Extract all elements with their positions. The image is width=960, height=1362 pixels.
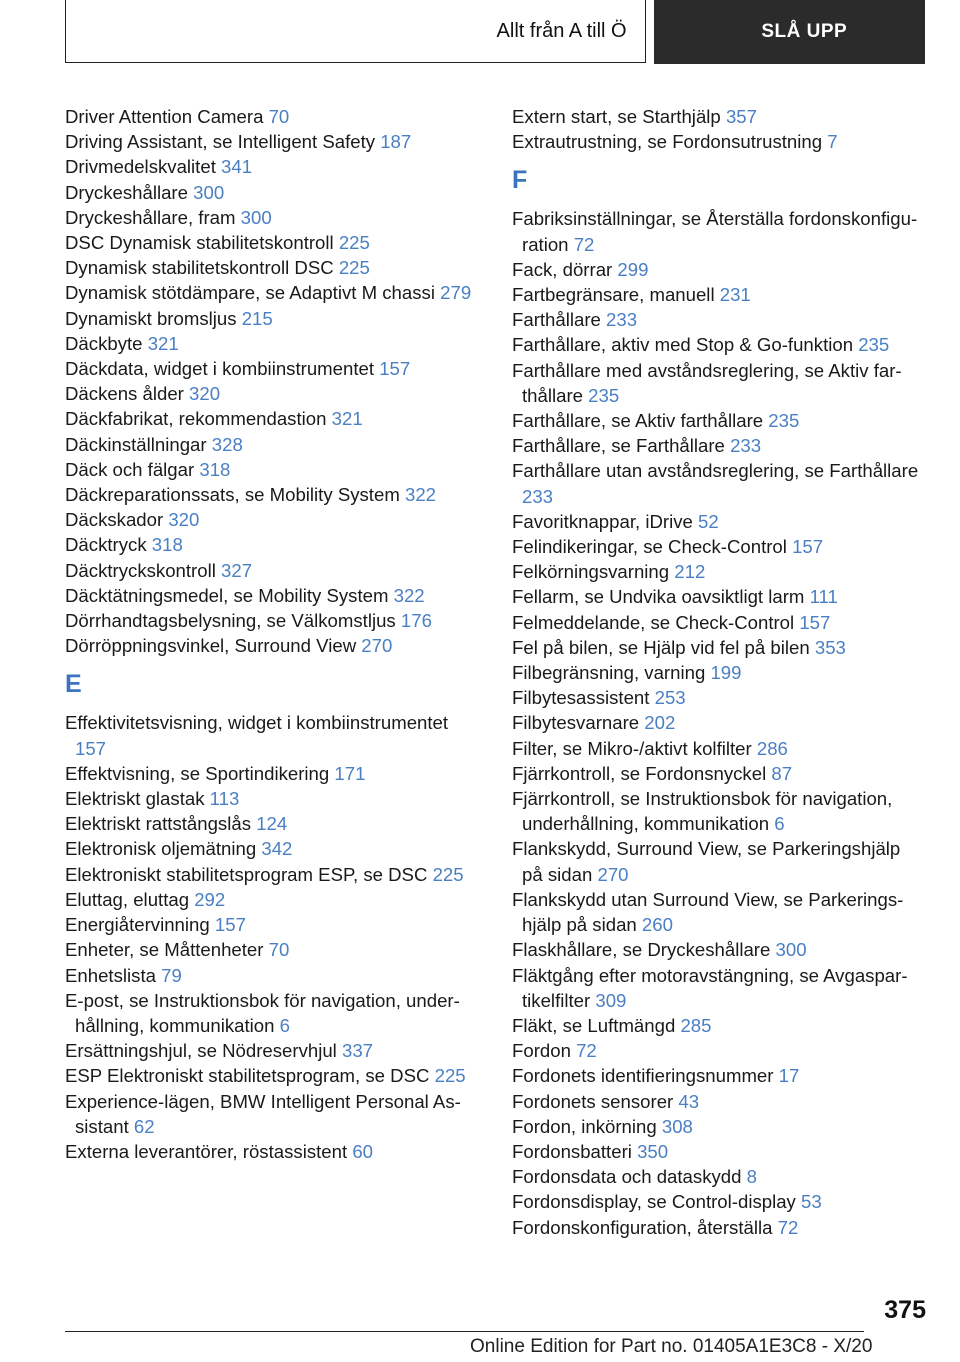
index-page-link[interactable]: 270 [361, 635, 393, 657]
index-page-link[interactable]: 225 [432, 863, 464, 885]
index-entry-text: Fel på bilen, se Hjälp vid fel på bilen [512, 636, 810, 658]
index-entry [512, 206, 922, 256]
index-entry [512, 282, 922, 307]
index-entry [65, 482, 475, 507]
index-page-link[interactable]: 353 [814, 636, 846, 658]
index-page-link[interactable]: 62 [133, 1115, 155, 1137]
index-entry-text: Flankskydd, Surround View, se Parkeringshjälp på sidan [512, 838, 901, 885]
index-entry-text: Fordonets identifieringsnummer [512, 1065, 774, 1087]
index-entry-text: Fordonsbatteri [512, 1140, 632, 1162]
index-page-link[interactable]: 300 [193, 181, 225, 203]
index-page-link[interactable]: 157 [799, 611, 831, 633]
index-column-left [65, 104, 475, 1164]
index-entry-text: Energiåtervinning [65, 914, 210, 936]
index-page-link[interactable]: 157 [792, 536, 824, 558]
index-entry-text: Drivmedelskvalitet [65, 156, 216, 178]
index-entry-text: Farthållare utan avståndsreglering, se Farthållare [512, 460, 919, 482]
footer-edition: Online Edition for Part no. 01405A1E3C8 - X/20 [470, 1336, 873, 1357]
index-column-right [512, 104, 922, 1240]
index-entry-text: Farthållare, se Farthållare [512, 435, 725, 457]
index-page-link[interactable]: 253 [654, 687, 686, 709]
index-page-link[interactable]: 72 [573, 233, 595, 255]
index-page-link[interactable]: 111 [809, 586, 838, 608]
index-entry-text: Eluttag, eluttag [65, 888, 190, 910]
index-entry-text: Favoritknappar, iDrive [512, 510, 693, 532]
index-entry [512, 937, 922, 962]
index-entry-text: Enhetslista [65, 964, 156, 986]
index-entry-text: Fordonsdisplay, se Control-display [512, 1191, 796, 1213]
index-entry-text: Externa leverantörer, röstassistent [65, 1140, 348, 1162]
index-entry-text: Filbytesvarnare [512, 712, 640, 734]
index-entry-text: Effektvisning, se Sportindikering [65, 762, 330, 784]
index-entry-text: Experience-lägen, BMW Intelligent Personal Assistant [65, 1090, 461, 1137]
index-page-link[interactable]: 233 [730, 435, 762, 457]
index-entry [65, 1139, 475, 1164]
index-page-link[interactable]: 260 [641, 914, 673, 936]
index-entry [65, 280, 475, 305]
index-page-link[interactable]: 308 [661, 1115, 693, 1137]
index-entry-text: Felkörningsvarning [512, 561, 670, 583]
index-entry-text: Farthållare, aktiv med Stop & Go-funktion [512, 334, 854, 356]
index-entry [512, 129, 922, 154]
index-entry [65, 457, 475, 482]
index-page-link[interactable]: 321 [331, 408, 363, 430]
index-page-link[interactable]: 225 [338, 257, 370, 279]
index-entry [512, 786, 922, 836]
index-entry [512, 1164, 922, 1189]
index-entry [512, 408, 922, 433]
index-entry [512, 509, 922, 534]
index-entry-text: ESP Elektroniskt stabilitetsprogram, se DSC [65, 1065, 430, 1087]
index-entry [65, 761, 475, 786]
index-page-link[interactable]: 215 [241, 307, 273, 329]
index-page-link[interactable]: 60 [352, 1140, 373, 1162]
index-page-link[interactable]: 124 [256, 813, 288, 835]
index-entry [512, 685, 922, 710]
index-entry-text: Fabriksinställningar, se Återställa fordonskonfiguration [512, 208, 918, 255]
index-page-link[interactable]: 318 [151, 534, 183, 556]
index-entry [65, 180, 475, 205]
index-page-link[interactable]: 318 [199, 458, 231, 480]
index-entry-text: Farthållare med avståndsreglering, se Aktiv farthållare [512, 359, 902, 406]
index-entry-text: Fjärrkontroll, se Instruktionsbok för navigation, underhållning, kommunikation [512, 788, 893, 835]
index-entry [65, 129, 475, 154]
index-entry-text: Fordonskonfiguration, återställa [512, 1216, 773, 1238]
index-entry-text: Däcktätningsmedel, se Mobility System [65, 584, 389, 606]
index-entry [65, 432, 475, 457]
index-entry-text: Fordon [512, 1040, 571, 1062]
index-entry-text: Driver Attention Camera [65, 106, 264, 127]
index-entry [512, 559, 922, 584]
index-page-link[interactable]: 300 [240, 206, 272, 228]
index-page-link[interactable]: 321 [147, 332, 179, 354]
index-entry-text: Däcktryck [65, 534, 147, 556]
index-entry-text: Fordon, inkörning [512, 1115, 657, 1137]
index-entry-text: Effektivitetsvisning, widget i kombiinstrumentet [65, 712, 449, 734]
index-entry [65, 988, 475, 1038]
index-entry [512, 1038, 922, 1063]
index-page-link[interactable]: 6 [279, 1014, 290, 1036]
index-entry-text: Extrautrustning, se Fordonsutrustning [512, 131, 823, 153]
index-entry-text: Felmeddelande, se Check-Control [512, 611, 795, 633]
index-page-link[interactable]: 342 [261, 838, 293, 860]
index-page-link[interactable]: 341 [221, 156, 253, 178]
index-entry [512, 836, 922, 886]
index-page-link[interactable]: 157 [214, 914, 246, 936]
index-entry-text: Fordonets sensorer [512, 1090, 674, 1112]
index-page-link[interactable]: 43 [678, 1090, 700, 1112]
index-page-link[interactable]: 292 [194, 888, 226, 910]
index-entry [512, 534, 922, 559]
index-entry [512, 433, 922, 458]
index-page-link[interactable]: 300 [775, 939, 807, 961]
index-entry-text: Fläkt, se Luftmängd [512, 1014, 676, 1036]
index-page-link[interactable]: 235 [768, 410, 800, 432]
index-page-link[interactable]: 8 [746, 1166, 757, 1188]
index-entry-text: Dryckeshållare, fram [65, 206, 236, 228]
tab-lookup[interactable]: SLÅ UPP [654, 0, 925, 64]
index-entry-text: DSC Dynamisk stabilitetskontroll [65, 232, 334, 254]
index-page-link[interactable]: 299 [617, 258, 649, 280]
index-entry-text: Elektriskt glastak [65, 788, 205, 810]
index-entry [65, 786, 475, 811]
index-entry-text: Enheter, se Måttenheter [65, 939, 264, 961]
index-entry [512, 887, 922, 937]
index-entry-text: Fläktgång efter motoravstängning, se Avgaspartikelfilter [512, 964, 908, 1011]
index-entry-text: Däckskador [65, 509, 164, 531]
index-entry [512, 1215, 922, 1240]
index-entry-text: Dörröppningsvinkel, Surround View [65, 635, 357, 657]
index-entry [65, 937, 475, 962]
index-page-link[interactable]: 187 [380, 131, 412, 153]
index-entry [65, 205, 475, 230]
index-entry [65, 1038, 475, 1063]
index-entry-text: Däckens ålder [65, 383, 184, 405]
index-entry [65, 608, 475, 633]
index-entry [512, 761, 922, 786]
index-entry [65, 104, 475, 129]
index-page-link[interactable]: 327 [221, 559, 253, 581]
index-entry [512, 736, 922, 761]
index-entry-text: Flankskydd utan Surround View, se Parkeringshjälp på sidan [512, 888, 904, 936]
index-page-link[interactable]: 350 [637, 1140, 669, 1162]
index-entry [65, 836, 475, 861]
index-page-link[interactable]: 72 [576, 1040, 597, 1062]
index-entry-text: Dynamiskt bromsljus [65, 307, 237, 329]
index-entry [65, 583, 475, 608]
index-entry [65, 406, 475, 431]
index-entry [512, 1013, 922, 1038]
index-page-link[interactable]: 235 [588, 384, 620, 406]
index-entry [65, 331, 475, 356]
index-entry [65, 230, 475, 255]
index-page-link[interactable]: 286 [756, 737, 788, 759]
page-number: 375 [884, 1296, 926, 1324]
index-entry [512, 458, 922, 508]
index-entry-text: Däckfabrikat, rekommendastion [65, 408, 327, 430]
index-entry-text: Däck och fälgar [65, 458, 195, 480]
index-page-link[interactable]: 225 [338, 232, 370, 254]
index-entry-text: Dryckeshållare [65, 181, 188, 203]
index-entry [512, 1139, 922, 1164]
index-page-link[interactable]: 285 [680, 1014, 712, 1036]
index-letter-heading: F [512, 166, 528, 195]
index-entry-text: Dynamisk stabilitetskontroll DSC [65, 257, 334, 279]
tab-a-to-o[interactable]: Allt från A till Ö [65, 0, 646, 63]
index-entry [65, 912, 475, 937]
index-entry-text: Däcktryckskontroll [65, 559, 216, 581]
index-entry-text: Elektriskt rattstångslås [65, 813, 252, 835]
index-entry [65, 532, 475, 557]
index-page-link[interactable]: 70 [268, 939, 290, 961]
index-page-link[interactable]: 113 [209, 788, 240, 810]
index-entry-text: Filter, se Mikro-/aktivt kolfilter [512, 737, 752, 759]
index-page-link[interactable]: 320 [168, 509, 200, 531]
index-entry [65, 507, 475, 532]
index-entry-text: Fellarm, se Undvika oavsiktligt larm [512, 586, 805, 608]
index-entry [65, 811, 475, 836]
index-entry-text: Dynamisk stötdämpare, se Adaptivt M chassi [65, 282, 435, 304]
index-entry [65, 154, 475, 179]
index-page-link[interactable]: 322 [393, 584, 425, 606]
index-page-link[interactable]: 233 [522, 485, 554, 507]
header-tabs [65, 0, 925, 64]
index-page-link[interactable]: 72 [777, 1216, 799, 1238]
index-page-link[interactable]: 53 [801, 1191, 822, 1213]
index-page-link[interactable]: 87 [771, 762, 793, 784]
index-page-link[interactable]: 199 [710, 662, 742, 684]
index-page-link[interactable]: 225 [434, 1065, 466, 1087]
index-entry [65, 255, 475, 280]
index-page-link[interactable]: 231 [719, 284, 751, 306]
index-entry-text: Fjärrkontroll, se Fordonsnyckel [512, 762, 767, 784]
index-entry-text: Fack, dörrar [512, 258, 613, 280]
index-entry-text: Fartbegränsare, manuell [512, 284, 715, 306]
index-page-link[interactable]: 52 [698, 510, 719, 532]
index-entry [65, 306, 475, 331]
index-page-link[interactable]: 322 [404, 484, 437, 506]
index-entry [65, 558, 475, 583]
index-entry [512, 257, 922, 282]
index-page-link[interactable]: 6 [774, 813, 785, 835]
index-page-link[interactable]: 337 [341, 1040, 374, 1062]
index-entry-text: Däckinställningar [65, 433, 207, 455]
index-entry-text: Felindikeringar, se Check-Control [512, 536, 787, 558]
index-entry-text: Fordonsdata och dataskydd [512, 1166, 742, 1188]
index-entry [65, 356, 475, 381]
index-page-link[interactable]: 235 [858, 334, 890, 356]
index-entry [512, 104, 922, 129]
index-entry-text: Farthållare [512, 309, 601, 331]
index-page-link[interactable]: 328 [211, 433, 243, 455]
index-entry-text: Filbytesassistent [512, 687, 650, 709]
index-entry [512, 1063, 922, 1088]
index-entry-text: Dörrhandtagsbelysning, se Välkomstljus [65, 610, 396, 632]
index-page-link[interactable]: 157 [379, 358, 411, 380]
index-entry [512, 610, 922, 635]
index-page-link[interactable]: 309 [595, 989, 627, 1011]
index-page-link[interactable]: 270 [597, 863, 629, 885]
index-entry [65, 710, 475, 760]
index-page-link[interactable]: 279 [440, 282, 472, 304]
index-entry [65, 862, 475, 887]
index-letter-heading: E [65, 670, 82, 699]
index-entry [512, 710, 922, 735]
index-entry-text: Farthållare, se Aktiv farthållare [512, 410, 764, 432]
index-entry [65, 1089, 475, 1139]
index-entry [512, 332, 922, 357]
index-entry-text: Däckreparationssats, se Mobility System [65, 484, 400, 506]
index-entry [65, 381, 475, 406]
index-entry [512, 1189, 922, 1214]
index-entry-text: Däckdata, widget i kombiinstrumentet [65, 358, 375, 380]
index-entry [512, 358, 922, 408]
index-entry-text: Ersättningshjul, se Nödreservhjul [65, 1040, 337, 1062]
index-page-link[interactable]: 176 [400, 610, 432, 632]
index-entry-text: Däckbyte [65, 332, 143, 354]
index-page-link[interactable]: 320 [189, 383, 221, 405]
index-entry-text: Flaskhållare, se Dryckeshållare [512, 939, 771, 961]
index-page-link[interactable]: 17 [778, 1065, 800, 1087]
index-entry-text: Elektroniskt stabilitetsprogram ESP, se DSC [65, 863, 428, 885]
index-entry [512, 1114, 922, 1139]
index-page-link[interactable]: 357 [725, 106, 757, 127]
index-page-link[interactable]: 79 [161, 964, 182, 986]
index-page-link[interactable]: 70 [268, 106, 290, 127]
index-entry [65, 1063, 475, 1088]
index-entry-text: Driving Assistant, se Intelligent Safety [65, 131, 376, 153]
index-entry-text: Elektronisk oljemätning [65, 838, 257, 860]
index-page-link[interactable]: 202 [644, 712, 676, 734]
index-entry [512, 1089, 922, 1114]
footer-divider [65, 1331, 864, 1332]
index-page-link[interactable]: 7 [827, 131, 838, 153]
index-entry [512, 963, 922, 1013]
index-entry [65, 963, 475, 988]
index-page-link[interactable]: 157 [75, 737, 107, 759]
index-page-link[interactable]: 233 [606, 309, 638, 331]
index-page-link[interactable]: 212 [674, 561, 706, 583]
index-page-link[interactable]: 171 [334, 762, 366, 784]
index-entry [512, 307, 922, 332]
index-entry [65, 633, 475, 658]
index-entry-text: E-post, se Instruktionsbok för navigation, underhållning, kommunikation [65, 989, 460, 1036]
index-entry [65, 887, 475, 912]
index-entry [512, 635, 922, 660]
index-entry [512, 660, 922, 685]
index-entry-text: Filbegränsning, varning [512, 662, 706, 684]
index-entry-text: Extern start, se Starthjälp [512, 106, 721, 127]
index-entry [512, 584, 922, 609]
